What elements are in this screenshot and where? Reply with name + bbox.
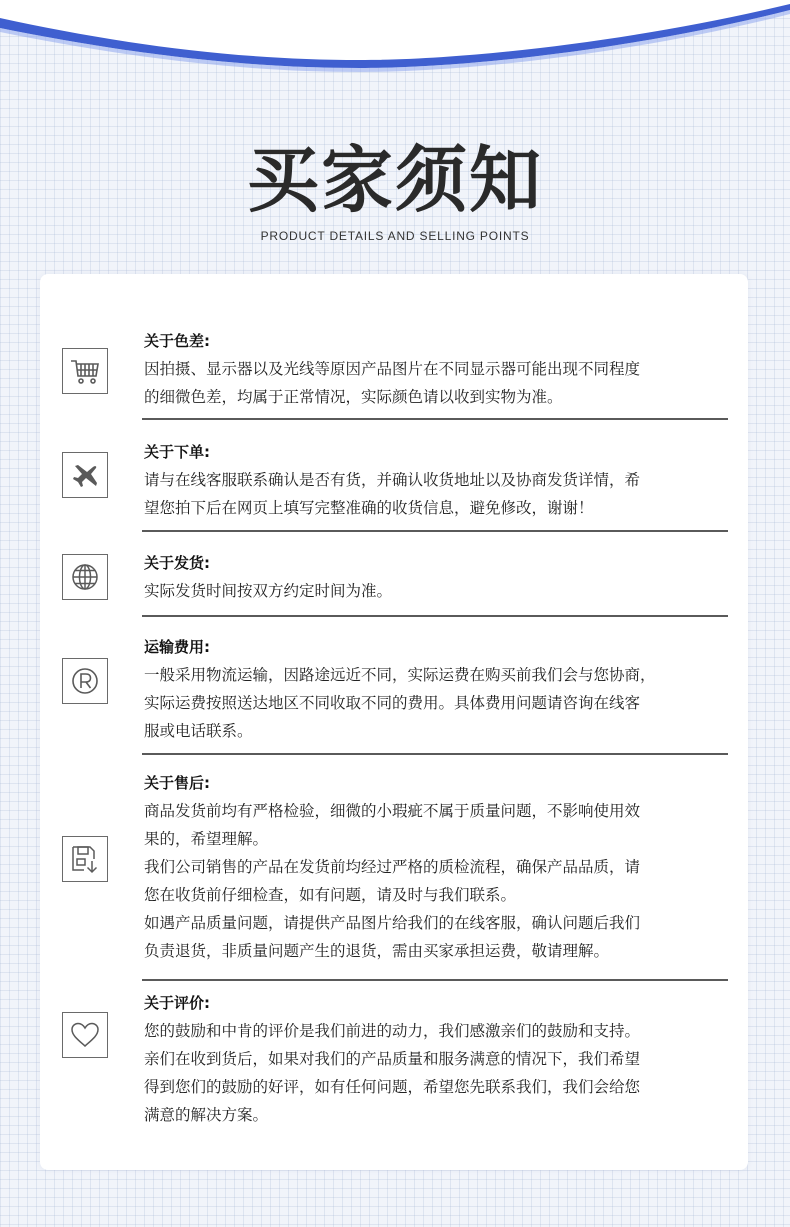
shopping-cart-icon [62, 348, 108, 394]
section-text [144, 772, 734, 965]
paragraph-line: 我们公司销售的产品在发货前均经过严格的质检流程，确保产品品质，请 [144, 858, 641, 876]
section-body [144, 797, 734, 965]
paragraph-line: 的细微色差，均属于正常情况，实际颜色请以收到实物为准。 [144, 388, 563, 406]
notice-card [40, 274, 748, 1170]
header [0, 135, 790, 243]
section-text [144, 552, 734, 605]
page-title: 买家须知 [246, 138, 543, 222]
paragraph-line: 一般采用物流运输，因路途远近不同，实际运费在购买前我们会与您协商， [144, 666, 656, 684]
section-title: 运输费用: [144, 638, 210, 656]
section-text [144, 330, 734, 411]
section-divider [142, 753, 728, 755]
section-divider [142, 418, 728, 420]
paragraph-line: 得到您们的鼓励的好评，如有任何问题，希望您先联系我们，我们会给您 [144, 1078, 641, 1096]
heart-icon [62, 1012, 108, 1058]
paragraph-line: 满意的解决方案。 [144, 1106, 269, 1124]
section-divider [142, 615, 728, 617]
section-text [144, 636, 734, 745]
paragraph-line: 负责退货，非质量问题产生的退货，需由买家承担运费，敬请理解。 [144, 942, 610, 960]
registered-icon [62, 658, 108, 704]
paragraph-line: 请与在线客服联系确认是否有货，并确认收货地址以及协商发货详情，希 [144, 471, 641, 489]
section-text [144, 441, 734, 522]
top-wave-decoration [0, 0, 790, 80]
paragraph-line: 实际发货时间按双方约定时间为准。 [144, 582, 393, 600]
paragraph-line: 您在收货前仔细检查，如有问题，请及时与我们联系。 [144, 886, 517, 904]
section-title: 关于售后: [144, 774, 210, 792]
section-body [144, 355, 734, 411]
airplane-icon [62, 452, 108, 498]
section-divider [142, 530, 728, 532]
section-title: 关于发货: [144, 554, 210, 572]
paragraph-line: 果的，希望理解。 [144, 830, 269, 848]
section-body [144, 1017, 734, 1129]
section-title: 关于色差: [144, 332, 210, 350]
download-icon [62, 836, 108, 882]
paragraph-line: 如遇产品质量问题，请提供产品图片给我们的在线客服，确认问题后我们 [144, 914, 641, 932]
section-divider [142, 979, 728, 981]
paragraph-line: 实际运费按照送达地区不同收取不同的费用。具体费用问题请咨询在线客 [144, 694, 641, 712]
section-body [144, 661, 734, 745]
page-subtitle: PRODUCT DETAILS AND SELLING POINTS [260, 229, 530, 243]
paragraph-line: 亲们在收到货后，如果对我们的产品质量和服务满意的情况下，我们希望 [144, 1050, 641, 1068]
paragraph-line: 服或电话联系。 [144, 722, 253, 740]
paragraph-line: 商品发货前均有严格检验，细微的小瑕疵不属于质量问题，不影响使用效 [144, 802, 641, 820]
section-title: 关于下单: [144, 443, 210, 461]
paragraph-line: 您的鼓励和中肯的评价是我们前进的动力，我们感激亲们的鼓励和支持。 [144, 1022, 641, 1040]
section-title: 关于评价: [144, 994, 210, 1012]
section-body [144, 577, 734, 605]
paragraph-line: 望您拍下后在网页上填写完整准确的收货信息，避免修改，谢谢！ [144, 499, 594, 517]
paragraph-line: 因拍摄、显示器以及光线等原因产品图片在不同显示器可能出现不同程度 [144, 360, 641, 378]
globe-icon [62, 554, 108, 600]
section-text [144, 992, 734, 1129]
section-body [144, 466, 734, 522]
